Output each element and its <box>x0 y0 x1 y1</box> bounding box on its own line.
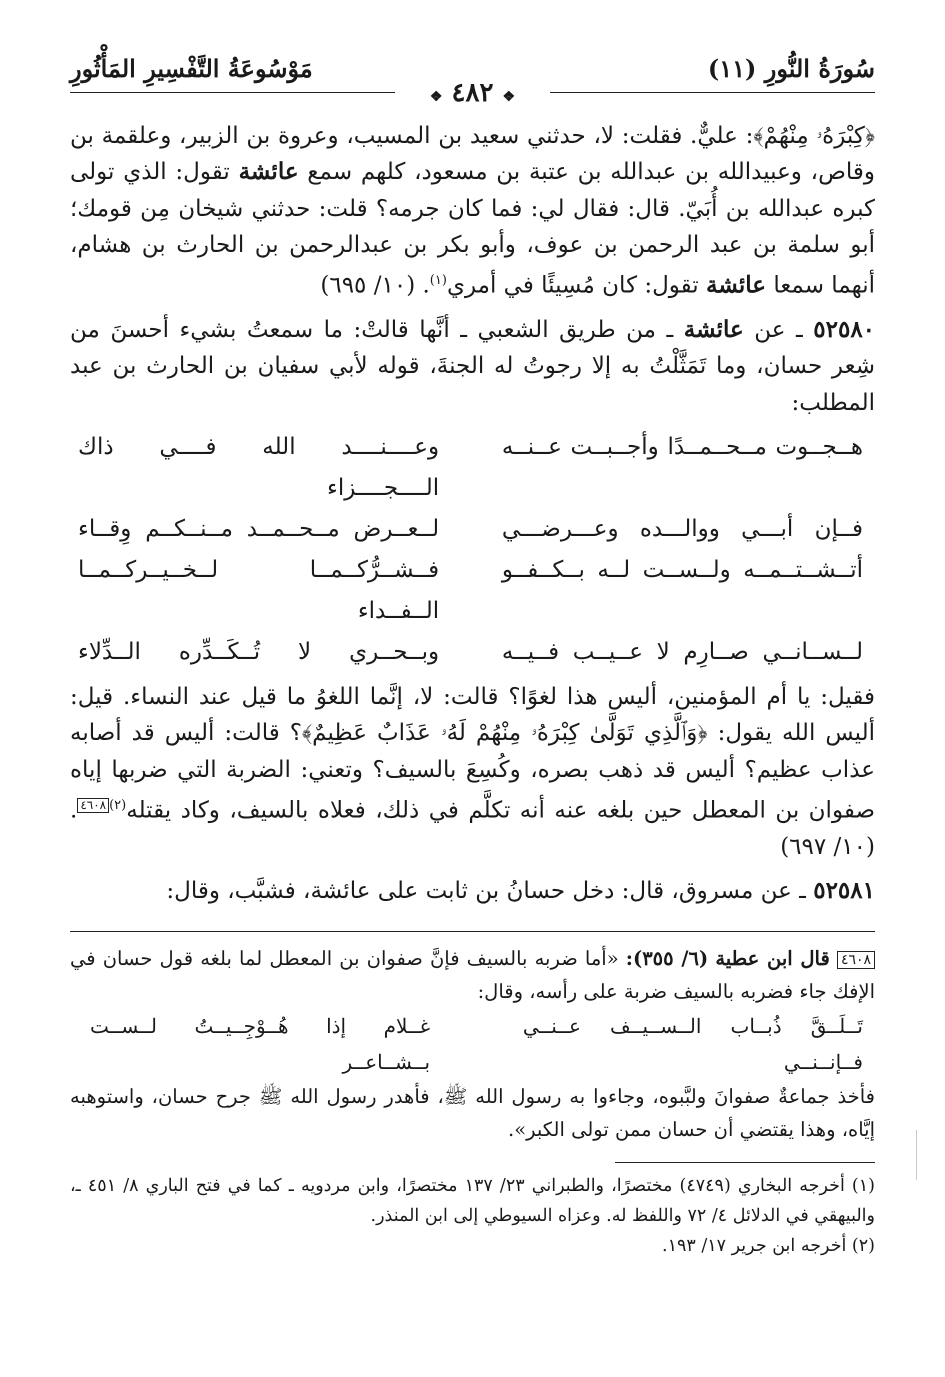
note-ref-box[interactable]: ٤٦٠٨ <box>77 798 109 813</box>
book-page <box>70 40 875 1261</box>
poem-verse <box>70 509 875 550</box>
note-text: «أما ضربه بالسيف فإنَّ صفوان بن المعطل لما بلغه قول حسان في الإفك جاء فضربه بالسيف ضربة على رأسه، وقال: <box>70 947 875 1004</box>
verse-first-hemistich: لــســانــي صــارِم لا عــيــب فــيــه <box>501 639 863 666</box>
text-segment: تقول: الذي تولى كبره عبدالله بن أُبَيّ. قال: فقال لي: فما كان جرمه؟ قلت: حدثني شيخان مِن قومك؛ أبو سلمة بن عبد الرحمن بن عوف، وأبو بكر بن عبدالرحمن بن الحارث بن هشام، أنهما سمعا <box>70 159 875 299</box>
highlighted-name: عائشة <box>238 158 299 186</box>
verse-second-hemistich: غــلام إذا هُــوْجِــيــتُ لــســت بــشــاعــر <box>90 1014 431 1075</box>
footnote-separator <box>615 1162 875 1163</box>
note-text: فأخذ جماعةٌ صفوانَ ولبَّبوه، وجاءوا به رسول الله ﷺ، فأهدر رسول الله ﷺ جرح حسان، واستوهبه إيَّاه، وهذا يقتضي أن حسان ممن تولى الكبر». <box>70 1085 875 1142</box>
poem-verse <box>70 550 875 632</box>
book-title: مَوْسُوعَةُ التَّفْسِيرِ المَأْثُورِ <box>70 54 313 83</box>
paragraph-continuation <box>70 118 875 304</box>
footnotes <box>70 1171 875 1261</box>
verse-first-hemistich: تَــلَــقَّ ذُبــاب الــســيــف عــنــي فــإنــنــي <box>522 1014 863 1075</box>
commentary-note <box>70 931 875 1146</box>
ornament-icon: ❖ <box>429 89 443 105</box>
verse-second-hemistich: وبــحــري لا تُــكَــدِّره الــدِّلاء <box>78 639 440 666</box>
poem-verse <box>70 427 875 509</box>
footnote-ref[interactable]: (٢) <box>109 797 127 813</box>
note-verse <box>70 1008 875 1080</box>
paragraph-dialogue <box>70 679 875 865</box>
hadith-52581 <box>70 873 875 909</box>
text-segment: ـ من طريق الشعبي ـ أنَّها قالتْ: ما سمعتُ بشيء أحسنَ من شِعر حسان، وما تَمَثَّلْتُ به إلا رجوتُ له الجنةَ، قوله لأبي سفيان بن الحارث بن عبد المطلب: <box>70 317 875 416</box>
verse-second-hemistich: وعــــنــــد الله فــــي ذاك الــــجــــزاء <box>78 434 440 502</box>
poem <box>70 427 875 673</box>
page-number-value: ٤٨٢ <box>451 78 494 108</box>
note-paragraph <box>70 1080 875 1146</box>
page-header <box>70 40 875 108</box>
hadith-number: ٥٢٥٨١ <box>813 877 875 905</box>
binding-shadow <box>916 1130 917 1180</box>
surah-title: سُورَةُ النُّورِ (١١) <box>707 54 875 83</box>
footnote-ref[interactable]: (١) <box>429 273 447 289</box>
note-number-box: ٤٦٠٨ <box>837 951 875 969</box>
hadith-52580 <box>70 312 875 421</box>
poem-verse <box>70 632 875 673</box>
verse-second-hemistich: فــشــرُّكــمــا لــخــيــركــمــا الــفــداء <box>78 557 440 625</box>
page-number <box>410 78 535 108</box>
hadith-number: ٥٢٥٨٠ <box>813 316 876 344</box>
ornament-icon: ❖ <box>502 89 516 105</box>
text-segment: ـ عن مسروق، قال: دخل حسانُ بن ثابت على عائشة، فشبَّب، وقال: <box>166 878 806 905</box>
highlighted-name: عائشة <box>706 271 766 299</box>
note-author: قال ابن عطية <box>715 947 830 971</box>
header-rule-right <box>550 92 875 93</box>
highlighted-name: عائشة <box>683 316 744 344</box>
volume-ref: . (١٠/ ٦٩٧) <box>70 797 875 860</box>
text-segment: ﴿كِبْرَهُۥ مِنْهُمْ﴾: عليٌّ. فقلت: لا، حدثني سعيد بن المسيب، وعروة بن الزبير، وعلقمة بن وقاص، وعبيدالله بن عبدالله بن عتبة بن مسعود، كلهم سمع <box>70 123 875 186</box>
volume-ref: . (١٠/ ٦٩٥) <box>320 272 430 299</box>
text-segment: تقول: كان مُسِيئًا في أمري <box>446 272 699 299</box>
note-source: (٦/ ٣٥٥): <box>625 947 709 971</box>
note-paragraph <box>70 942 875 1008</box>
verse-first-hemistich: فــإن أبـــي ووالـــده وعـــرضـــي <box>501 516 863 543</box>
header-rule-left <box>70 92 395 93</box>
text-segment: فقيل: يا أم المؤمنين، أليس هذا لغوًا؟ قالت: لا، إنَّما اللغوُ ما قيل عند النساء. قيل: أليس الله يقول: ﴿وَٱلَّذِي تَوَلَّىٰ كِبْرَهُۥ مِنْهُمْ لَهُۥ عَذَابٌ عَظِيمٌ﴾؟ قالت: أليس قد أصابه عذاب عظيم؟ أليس قد ذهب بصره، وكُسِعَ بالسيف؟ وتعني: الضربة التي ضربها إياه صفوان بن المعطل حين بلغه عنه أنه تكلَّم في ذلك، فعلاه بالسيف، وكاد يقتله <box>70 684 875 824</box>
footnote-2: (٢) أخرجه ابن جرير ١٧/ ١٩٣. <box>662 1236 875 1257</box>
verse-first-hemistich: هــجــوت مــحــمــدًا وأجــبــت عــنــه <box>501 434 863 461</box>
footnote-1: (١) أخرجه البخاري (٤٧٤٩) مختصرًا، والطبراني ٢٣/ ١٣٧ مختصرًا، وابن مردويه ـ كما في فتح الباري ٨/ ٤٥١ ـ، والبيهقي في الدلائل ٤/ ٧٢ واللفظ له. وعزاه السيوطي إلى ابن المنذر. <box>70 1176 875 1227</box>
verse-second-hemistich: لــعــرض مــحــمــد مــنــكــم وِقــاء <box>78 516 440 543</box>
text-segment: ـ عن <box>754 317 803 344</box>
verse-first-hemistich: أتــشــتــمــه ولــســت لــه بــكــفــو <box>501 557 863 584</box>
